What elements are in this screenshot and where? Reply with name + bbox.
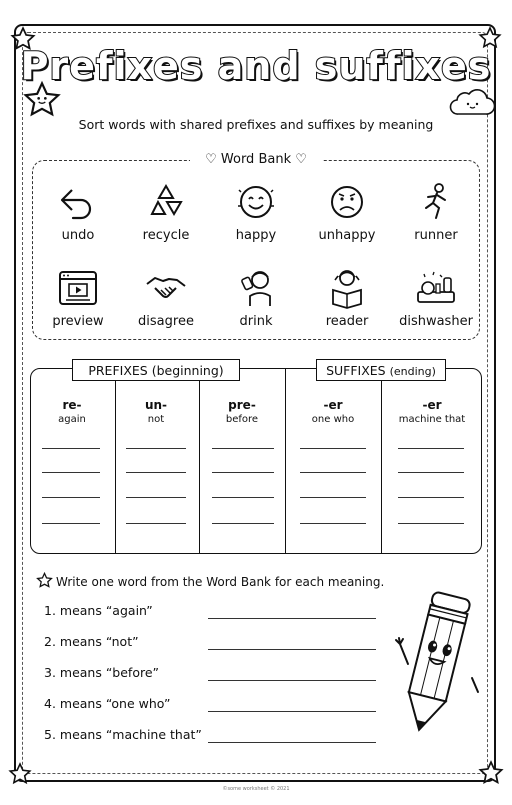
column-affix: re- xyxy=(62,398,82,412)
cloud-icon xyxy=(448,84,496,118)
dishwasher-icon xyxy=(414,266,458,310)
column-divider xyxy=(285,369,286,553)
answer-line[interactable] xyxy=(208,680,376,681)
suffixes-banner: SUFFIXES (ending) xyxy=(316,359,446,381)
prefixes-banner: PREFIXES (beginning) xyxy=(72,359,240,381)
question-item: 3. means “before” xyxy=(44,665,160,680)
answer-line[interactable] xyxy=(208,618,376,619)
runner-icon xyxy=(414,180,458,224)
word-card xyxy=(214,180,298,243)
page-title: Prefixes and suffixes xyxy=(20,44,492,88)
question-item: 4. means “one who” xyxy=(44,696,171,711)
word-label: preview xyxy=(52,314,104,329)
column-meaning: again xyxy=(58,414,86,425)
word-card xyxy=(394,266,478,329)
star-icon xyxy=(8,762,32,786)
handshake-icon xyxy=(144,266,188,310)
word-card xyxy=(394,180,478,243)
questions-instruction: Write one word from the Word Bank for each meaning. xyxy=(56,575,385,589)
answer-line[interactable] xyxy=(208,742,376,743)
column-meaning: machine that xyxy=(398,414,466,425)
column-meaning: before xyxy=(225,414,259,425)
undo-arrow-icon xyxy=(56,180,100,224)
column-affix: -er xyxy=(422,398,442,412)
answer-line[interactable] xyxy=(208,711,376,712)
word-label: undo xyxy=(61,228,95,243)
happy-face-icon xyxy=(234,180,278,224)
word-label: recycle xyxy=(142,228,190,243)
word-card xyxy=(305,180,389,243)
word-label: drink xyxy=(239,314,273,329)
word-bank-title: ♡ Word Bank ♡ xyxy=(190,152,322,167)
copyright-footer: ©some worksheet © 2021 xyxy=(222,786,290,792)
star-icon xyxy=(478,760,504,786)
column-affix: -er xyxy=(323,398,343,412)
video-preview-icon xyxy=(56,266,100,310)
question-item: 1. means “again” xyxy=(44,603,153,618)
column-divider xyxy=(381,369,382,553)
word-card xyxy=(124,266,208,329)
page-subtitle: Sort words with shared prefixes and suffixes by meaning xyxy=(78,117,434,132)
word-label: disagree xyxy=(138,314,194,329)
column-affix: pre- xyxy=(228,398,256,412)
child-reading-icon xyxy=(325,266,369,310)
sort-table xyxy=(30,368,482,554)
child-drinking-icon xyxy=(234,266,278,310)
column-affix: un- xyxy=(144,398,168,412)
column-divider xyxy=(115,369,116,553)
question-item: 2. means “not” xyxy=(44,634,139,649)
word-label: runner xyxy=(414,228,458,243)
pencil-mascot-icon xyxy=(390,586,482,746)
word-card xyxy=(214,266,298,329)
sad-face-icon xyxy=(325,180,369,224)
word-label: dishwasher xyxy=(399,314,473,329)
word-label: unhappy xyxy=(318,228,376,243)
column-meaning: one who xyxy=(311,414,355,425)
column-divider xyxy=(199,369,200,553)
word-label: reader xyxy=(325,314,369,329)
column-meaning: not xyxy=(147,414,165,425)
word-label: happy xyxy=(235,228,277,243)
recycle-icon xyxy=(144,180,188,224)
word-card xyxy=(305,266,389,329)
word-card xyxy=(36,180,120,243)
star-icon xyxy=(36,572,53,589)
word-card xyxy=(124,180,208,243)
answer-line[interactable] xyxy=(208,649,376,650)
question-item: 5. means “machine that” xyxy=(44,727,202,742)
word-card xyxy=(36,266,120,329)
